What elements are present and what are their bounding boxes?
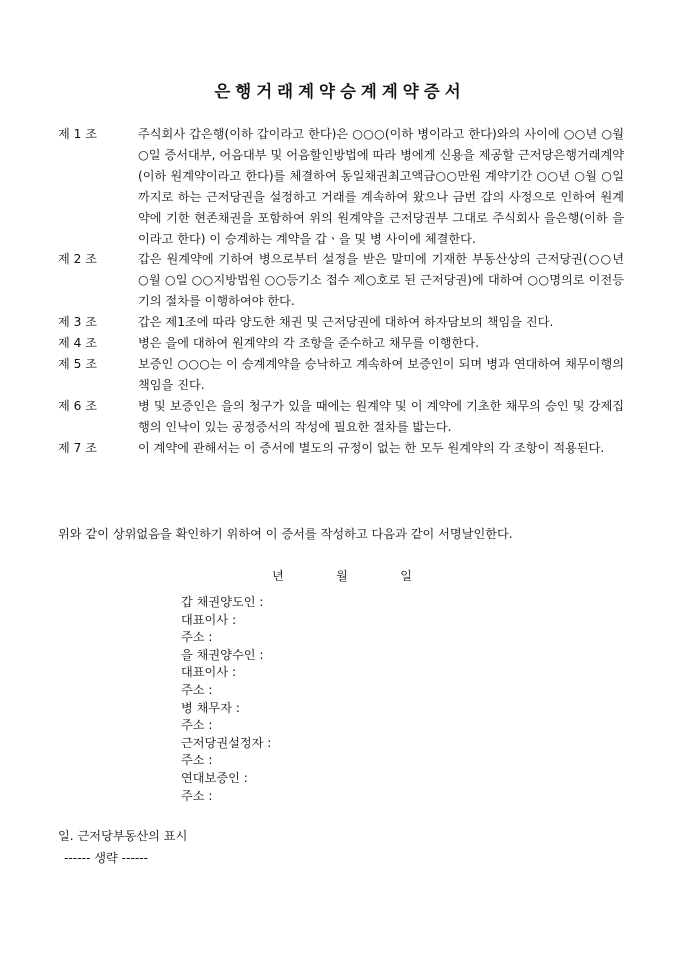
signature-address: 주소 :	[181, 630, 213, 645]
article-number: 제 5 조	[58, 356, 98, 371]
article-text: 주식회사 갑은행(이하 갑이라고 한다)은 ○○○(이하 병이라고 한다)와의 사이에 ○○년 ○월 ○일 증서대부, 어음대부 및 어음할인방법에 따라 병에게 신용을 제공할 근저당은행거래계약(이하 원계약이라고 한다)를 체결하여 동일채권최고액금○○만원 계약기간 ○○년 ○월 ○일까지로 하는 근저당권을 설정하고 거래를 계속하여 왔으나 금번 갑의 사정으로 인하여 원계약에 기한 현존채권을 포함하여 위의 원계약을 근저당권부 그대로 주식회사 을은행(이하 을이라고 한다) 이 승계하는 계약을 갑ㆍ을 및 병 사이에 체결한다.	[138, 127, 624, 246]
article-4	[58, 333, 624, 354]
appendix-title: 일. 근저당부동산의 표시	[58, 829, 188, 843]
articles	[58, 124, 624, 459]
article-number: 제 7 조	[58, 440, 98, 455]
article-2	[58, 249, 624, 312]
signature-address: 주소 :	[181, 682, 213, 697]
article-number: 제 3 조	[58, 315, 98, 330]
signature-mortgagor: 근저당권설정자 :	[181, 735, 272, 750]
signature-guarantor: 연대보증인 :	[181, 770, 248, 785]
article-6	[58, 396, 624, 438]
closing-statement: 위와 같이 상위없음을 확인하기 위하여 이 증서를 작성하고 다음과 같이 서명날인한다.	[58, 527, 513, 541]
article-text: 병은 을에 대하여 원계약의 각 조항을 준수하고 채무를 이행한다.	[138, 336, 479, 351]
article-number: 제 4 조	[58, 336, 98, 351]
article-7	[58, 438, 624, 459]
article-text: 갑은 제1조에 따라 양도한 채권 및 근저당권에 대하여 하자담보의 책임을 진다.	[138, 315, 554, 330]
date-month: 월	[336, 569, 348, 583]
article-number: 제 2 조	[58, 252, 98, 267]
signature-address: 주소 :	[181, 788, 213, 803]
article-text: 갑은 원계약에 기하여 병으로부터 설정을 받은 말미에 기재한 부동산상의 근저당권(○○년 ○월 ○일 ○○지방법원 ○○등기소 접수 제○호로 된 근저당권)에 대하여 ○○명의로 이전등기의 절차를 이행하여야 한다.	[138, 252, 624, 309]
signature-debtor: 병 채무자 :	[181, 700, 240, 715]
signature-representative: 대표이사 :	[181, 612, 237, 627]
article-text: 이 계약에 관해서는 이 증서에 별도의 규정이 없는 한 모두 원계약의 각 조항이 적용된다.	[138, 440, 605, 455]
signature-block	[181, 594, 271, 805]
signature-address: 주소 :	[181, 718, 213, 733]
signature-address: 주소 :	[181, 753, 213, 768]
article-number: 제 1 조	[58, 127, 98, 141]
date-year: 년	[272, 569, 284, 583]
article-3	[58, 312, 624, 333]
article-text: 병 및 보증인은 을의 청구가 있을 때에는 원계약 및 이 계약에 기초한 채무의 승인 및 강제집행의 인낙이 있는 공정증서의 작성에 필요한 절차를 밟는다.	[138, 398, 624, 434]
date-line	[272, 567, 412, 584]
article-5	[58, 354, 624, 396]
signature-assignor: 갑 채권양도인 :	[181, 595, 264, 609]
document-title: 은행거래계약승계계약증서	[214, 82, 466, 101]
appendix-omitted: ------ 생략 ------	[64, 851, 149, 865]
article-number: 제 6 조	[58, 398, 98, 413]
article-text: 보증인 ○○○는 이 승계계약을 승낙하고 계속하여 보증인이 되며 병과 연대하여 채무이행의 책임을 진다.	[138, 356, 624, 392]
article-1	[58, 124, 624, 249]
signature-representative: 대표이사 :	[181, 665, 237, 680]
date-day: 일	[400, 569, 412, 583]
signature-assignee: 을 채권양수인 :	[181, 647, 264, 662]
